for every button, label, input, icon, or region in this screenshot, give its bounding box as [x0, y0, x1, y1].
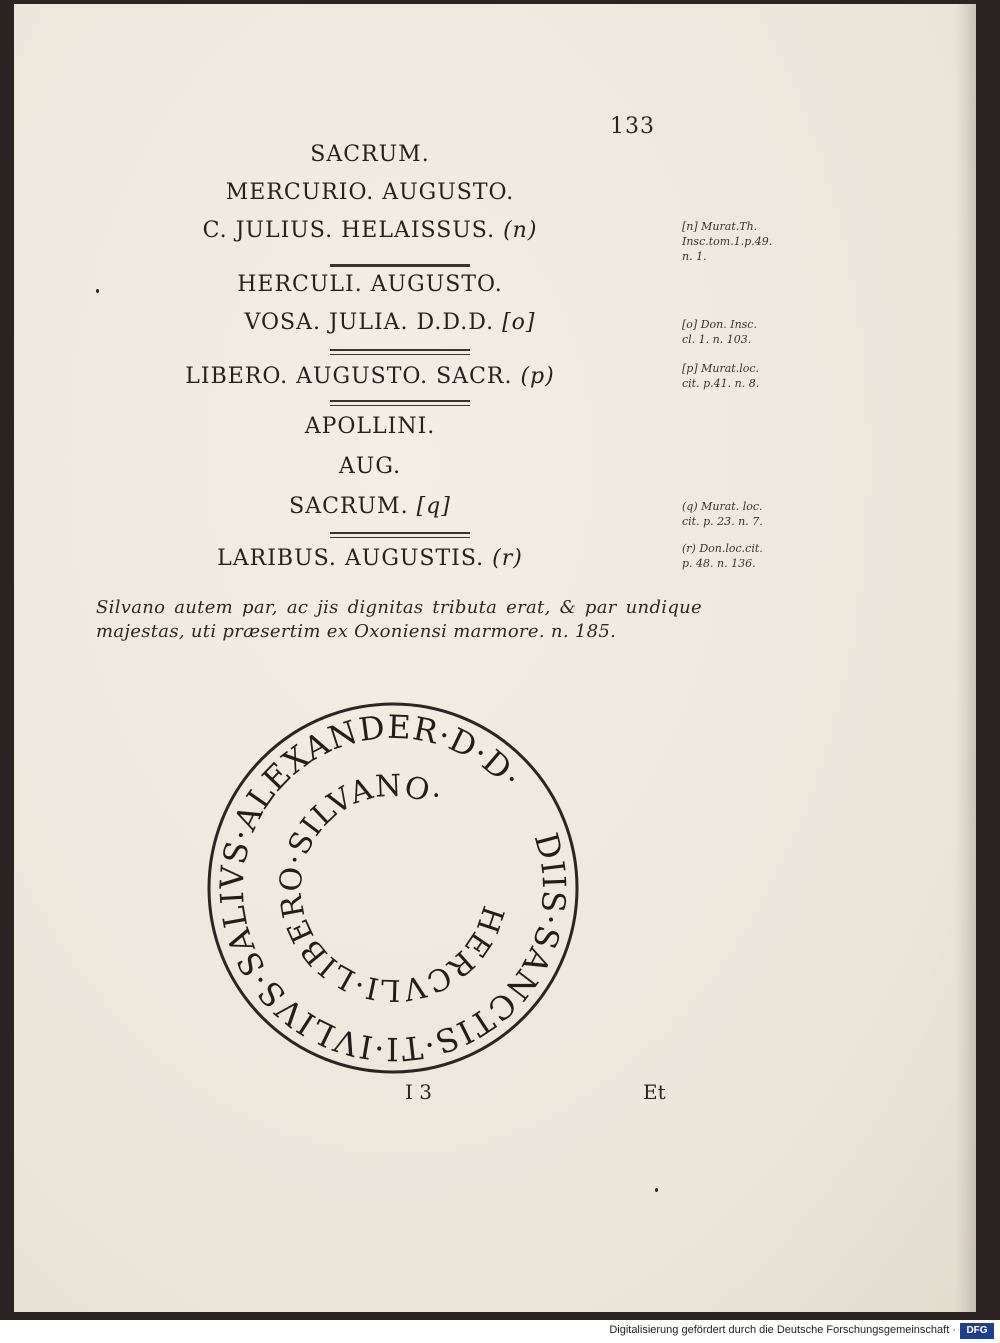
- inscription-line: [180, 142, 560, 167]
- margin-note: [p] Murat.loc. cit. p.41. n. 8.: [682, 362, 760, 390]
- inscription-text: LARIBUS. AUGUSTIS.: [217, 546, 485, 571]
- inscription-line: [180, 454, 560, 479]
- footer-credit: Digitalisierung gefördert durch die Deutsche Forschungsgemeinschaft ·: [609, 1324, 956, 1336]
- inscription-ref: (n): [503, 218, 538, 243]
- inscription-ref: (r): [492, 546, 523, 571]
- footer-bar: [0, 1320, 1000, 1343]
- inscription-line: [180, 272, 560, 297]
- ink-speck: [96, 289, 99, 293]
- margin-note: [o] Don. Insc. cl. 1. n. 103.: [682, 318, 757, 346]
- inscription-text: AUG.: [338, 454, 402, 479]
- inscription-line: [180, 364, 560, 389]
- page-number: 133: [610, 114, 655, 139]
- margin-note: (q) Murat. loc. cit. p. 23. n. 7.: [682, 500, 763, 528]
- catchword: Et: [643, 1080, 666, 1104]
- inscription-ref: [o]: [502, 310, 536, 335]
- inscription-text: C. JULIUS. HELAISSUS.: [202, 218, 496, 243]
- inscription-ref: (p): [520, 364, 555, 389]
- inscription-text: SACRUM.: [310, 142, 430, 167]
- seal-outer-ring: [209, 704, 577, 1072]
- inscription-text: MERCURIO. AUGUSTO.: [225, 180, 515, 205]
- seal-outer-text: DIIS·SANCTIS·TI·IVLIVS·SALIVS·ALEXANDER·D·D·: [212, 707, 574, 1069]
- margin-note: [n] Murat.Th. Insc.tom.1.p.49. n. 1.: [682, 220, 773, 263]
- divider-rule: [330, 349, 470, 355]
- divider-rule: [330, 400, 470, 406]
- page-gutter: [956, 4, 976, 1312]
- inscription-line: [200, 310, 580, 335]
- inscription-ref: [q]: [416, 494, 451, 519]
- inscription-text: SACRUM.: [289, 494, 409, 519]
- inscription-line: [180, 414, 560, 439]
- inscription-text: LIBERO. AUGUSTO. SACR.: [185, 364, 513, 389]
- seal-inner-text: HERCVLI·LIBERO·SILVANO·: [273, 768, 511, 1008]
- inscription-text: VOSA. JULIA. D.D.D.: [244, 310, 495, 335]
- divider-rule: [330, 264, 470, 267]
- divider-rule: [330, 532, 470, 538]
- circular-inscription-seal: [205, 700, 581, 1076]
- signature-mark: I 3: [405, 1080, 432, 1104]
- inscription-line: [180, 218, 560, 243]
- inscription-line: [180, 180, 560, 205]
- inscription-line: [180, 494, 560, 519]
- body-paragraph: Silvano autem par, ac jis dignitas tributa erat, & par undique majestas, uti præsertim ex Oxoniensi marmore. n. 185.: [96, 597, 702, 642]
- inscription-text: HERCULI. AUGUSTO.: [237, 272, 503, 297]
- ink-speck: [655, 1188, 658, 1192]
- inscription-line: [180, 546, 560, 571]
- margin-note: (r) Don.loc.cit. p. 48. n. 136.: [682, 542, 763, 570]
- inscription-text: APOLLINI.: [304, 414, 436, 439]
- dfg-logo: DFG: [960, 1323, 994, 1339]
